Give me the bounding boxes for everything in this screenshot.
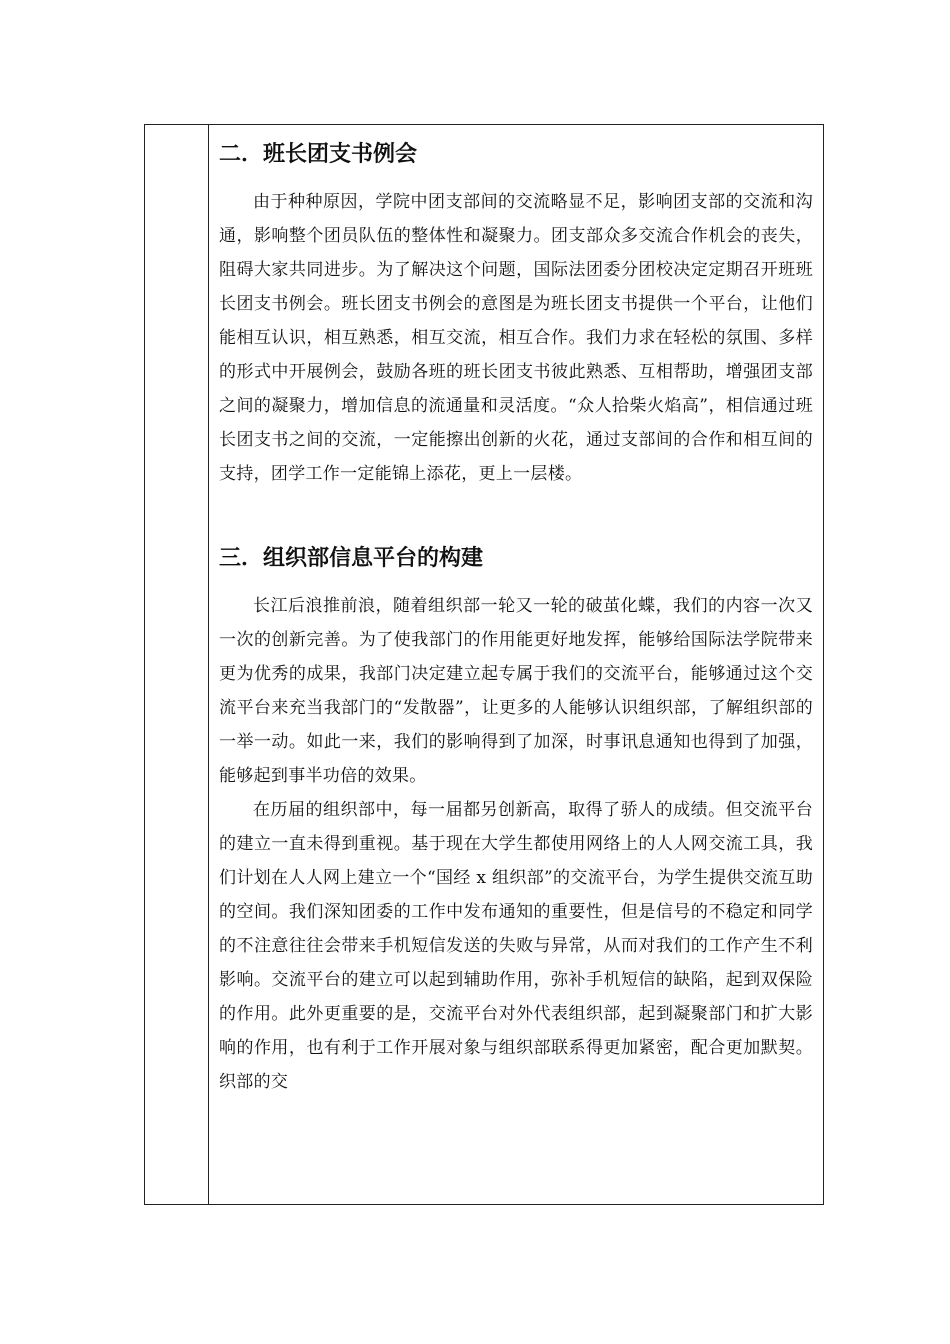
table-left-column: [145, 125, 209, 1204]
section-paragraph: 长江后浪推前浪，随着组织部一轮又一轮的破茧化蝶，我们的内容一次又一次的创新完善。为了使我部门的作用能更好地发挥，能够给国际法学院带来更为优秀的成果，我部门决定建立起专属于我们的交流平台，能够通过这个交流平台来充当我部门的“发散器”，让更多的人能够认识组织部，了解组织部的一举一动。如此一来，我们的影响得到了加深，时事讯息通知也得到了加强，能够起到事半功倍的效果。: [219, 596, 813, 786]
table-content-cell: [209, 125, 823, 1204]
section-paragraph: 由于种种原因，学院中团支部间的交流略显不足，影响团支部的交流和沟通，影响整个团员队伍的整体性和凝聚力。团支部众多交流合作机会的丧失，阻碍大家共同进步。为了解决这个问题，国际法团委分团校决定定期召开班班长团支书例会。班长团支书例会的意图是为班长团支书提供一个平台，让他们能相互认识，相互熟悉，相互交流，相互合作。我们力求在轻松的氛围、多样的形式中开展例会，鼓励各班的班长团支书彼此熟悉、互相帮助，增强团支部之间的凝聚力，增加信息的流通量和灵活度。“众人拾柴火焰高”，相信通过班长团支书之间的交流，一定能擦出创新的火花，通过支部间的合作和相互间的支持，团学工作一定能锦上添花，更上一层楼。: [219, 192, 813, 484]
section-paragraph: 在历届的组织部中，每一届都另创新高，取得了骄人的成绩。但交流平台的建立一直未得到重视。基于现在大学生都使用网络上的人人网交流工具，我们计划在人人网上建立一个“国经 x 组织部”的交流平台，为学生提供交流互助的空间。我们深知团委的工作中发布通知的重要性，但是信号的不稳定和同学的不注意往往会带来手机短信发送的失败与异常，从而对我们的工作产生不利影响。交流平台的建立可以起到辅助作用，弥补手机短信的缺陷，起到双保险的作用。此外更重要的是，交流平台对外代表组织部，起到凝聚部门和扩大影响的作用，也有利于工作开展对象与组织部联系得更加紧密，配合更加默契。织部的交: [219, 800, 813, 1092]
section-title-meeting: 二．班长团支书例会: [219, 142, 418, 167]
section-title-platform: 三．组织部信息平台的构建: [219, 546, 484, 571]
document-table: [144, 124, 824, 1205]
